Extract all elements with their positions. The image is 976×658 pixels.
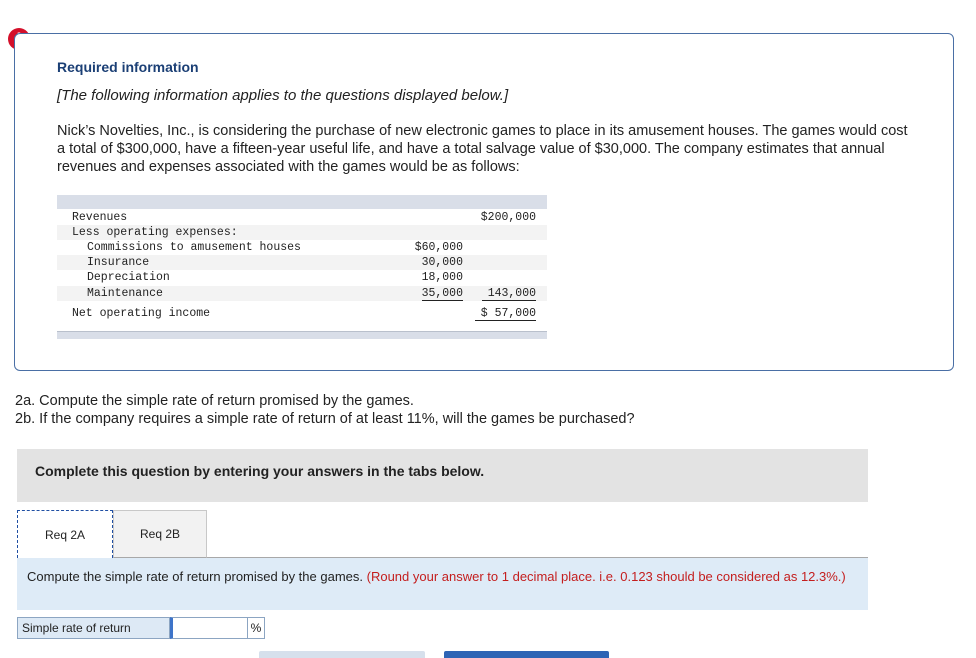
expense-label: Maintenance	[87, 287, 163, 300]
revenues-label: Revenues	[72, 211, 128, 224]
less-expenses-label: Less operating expenses:	[72, 226, 238, 239]
expense-label: Commissions to amusement houses	[87, 241, 301, 254]
expense-amount: 30,000	[421, 256, 463, 269]
expense-amount: 35,000	[421, 287, 463, 300]
simple-rate-input[interactable]	[170, 617, 248, 639]
question-2b: 2b. If the company requires a simple rate of return of at least 11%, will the games be purchased?	[15, 411, 635, 427]
required-info-title: Required information	[57, 59, 199, 75]
expense-label: Insurance	[87, 256, 150, 269]
expense-label: Depreciation	[87, 271, 170, 284]
prompt-hint: (Round your answer to 1 decimal place. i.e. 0.123 should be considered as 12.3%.)	[366, 569, 846, 584]
expense-amount: 18,000	[421, 271, 463, 284]
instruction-text: Complete this question by entering your answers in the tabs below.	[35, 463, 485, 479]
table-row-net-income	[57, 306, 547, 321]
net-income-label: Net operating income	[72, 307, 211, 320]
net-income-value: $ 57,000	[475, 307, 536, 321]
question-prompt	[17, 558, 868, 610]
total-expenses-value: 143,000	[482, 287, 536, 301]
tab-req-2a[interactable]: Req 2A	[17, 510, 113, 558]
prompt-main: Compute the simple rate of return promised by the games.	[27, 569, 363, 584]
table-row	[57, 286, 547, 301]
table-row-less-expenses	[57, 225, 547, 240]
questions	[15, 392, 635, 428]
table-row	[57, 255, 547, 270]
prompt-text	[27, 569, 847, 585]
expense-amount: $60,000	[414, 241, 463, 254]
required-info-body: Nick’s Novelties, Inc., is considering the purchase of new electronic games to place in its amusement houses. The games would cost a total of $300,000, have a fifteen-year useful life, and have a total salvage value of $30,000. The company estimates that annual revenues and expenses associated with the games would be as follows:	[57, 123, 908, 175]
table-row-revenues	[57, 210, 547, 225]
revenues-value: $200,000	[480, 211, 536, 224]
question-2a: 2a. Compute the simple rate of return promised by the games.	[15, 393, 414, 409]
financial-table	[57, 195, 547, 339]
prev-button[interactable]	[259, 651, 425, 658]
instruction-bar	[17, 449, 868, 502]
next-button[interactable]	[444, 651, 609, 658]
percent-unit: %	[248, 617, 265, 639]
table-footer-band	[57, 331, 547, 339]
table-row	[57, 270, 547, 285]
table-row	[57, 240, 547, 255]
table-header-band	[57, 195, 547, 209]
required-info-note: [The following information applies to the questions displayed below.]	[57, 87, 509, 104]
answer-label: Simple rate of return	[17, 617, 170, 639]
tab-req-2b[interactable]: Req 2B	[113, 510, 207, 558]
